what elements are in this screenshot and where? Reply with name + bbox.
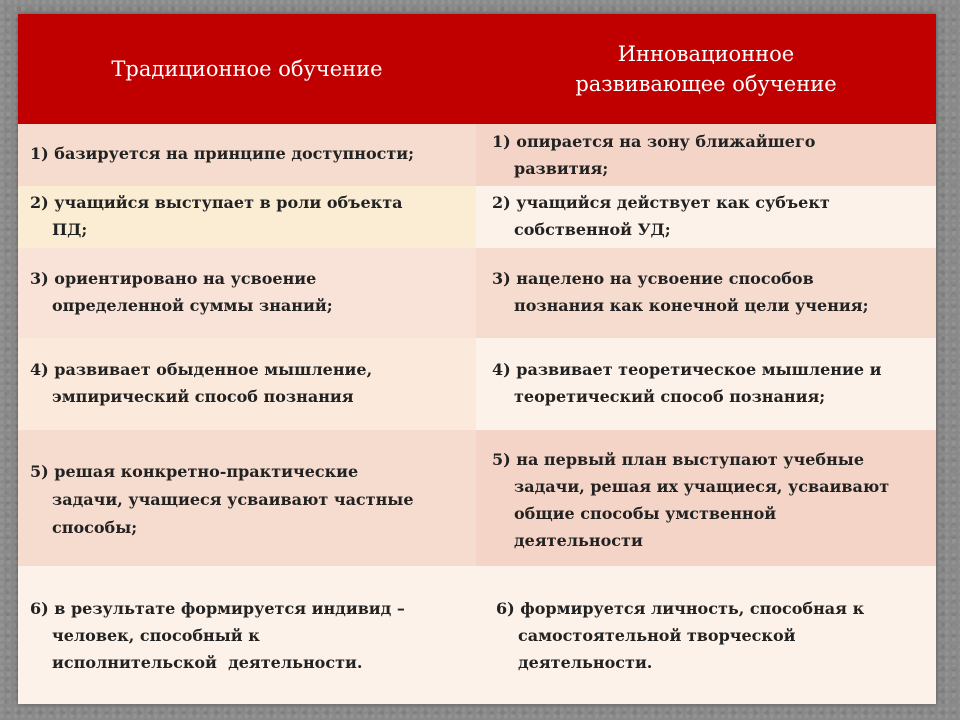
cell-text: 5) на первый план выступают учебные [492, 450, 864, 469]
table-row [18, 124, 936, 186]
cell-text: 3) нацелено на усвоение способов [492, 269, 814, 288]
table-row [18, 248, 936, 338]
cell-text: 6) формируется личность, способная к [496, 599, 865, 618]
cell-text: 4) развивает обыденное мышление, [30, 360, 373, 379]
cell-text: исполнительской деятельности. [52, 653, 363, 672]
cell-text: теоретический способ познания; [514, 387, 826, 406]
cell-traditional-2 [18, 186, 476, 248]
cell-traditional-1 [18, 124, 476, 186]
cell-text: 6) в результате формируется индивид – [30, 599, 405, 618]
cell-traditional-5 [18, 430, 476, 566]
cell-traditional-6 [18, 566, 476, 704]
cell-text: 3) ориентировано на усвоение [30, 269, 317, 288]
header-traditional-label: Традиционное обучение [111, 57, 383, 81]
cell-innovative-2 [476, 186, 936, 248]
cell-text: 1) опирается на зону ближайшего [492, 132, 816, 151]
cell-text: 4) развивает теоретическое мышление и [492, 360, 882, 379]
cell-innovative-1 [476, 124, 936, 186]
cell-traditional-3 [18, 248, 476, 338]
header-innovative-line1: Инновационное [617, 42, 795, 66]
cell-text: 1) базируется на принципе доступности; [30, 144, 415, 163]
cell-text: познания как конечной цели учения; [514, 296, 869, 315]
cell-text: собственной УД; [514, 220, 671, 239]
cell-text: самостоятельной творческой [518, 626, 796, 645]
cell-traditional-4 [18, 338, 476, 430]
table-row [18, 338, 936, 430]
cell-text: определенной суммы знаний; [52, 296, 333, 315]
header-innovative [476, 14, 936, 124]
cell-text: эмпирический способ познания [52, 387, 354, 406]
cell-text: деятельности [514, 531, 643, 550]
cell-text: 5) решая конкретно-практические [30, 462, 359, 481]
cell-text: задачи, решая их учащиеся, усваивают [514, 477, 890, 496]
header-innovative-line2: развивающее обучение [575, 72, 837, 96]
cell-text: ПД; [52, 220, 88, 239]
cell-text: задачи, учащиеся усваивают частные [52, 490, 414, 509]
cell-innovative-5 [476, 430, 936, 566]
cell-text: человек, способный к [52, 626, 260, 645]
table-header [18, 14, 936, 124]
table-row [18, 430, 936, 566]
cell-text: 2) учащийся действует как субъект [492, 193, 830, 212]
cell-innovative-3 [476, 248, 936, 338]
cell-text: общие способы умственной [514, 504, 777, 523]
comparison-table [18, 14, 936, 704]
cell-innovative-6 [476, 566, 936, 704]
cell-text: 2) учащийся выступает в роли объекта [30, 193, 403, 212]
table-row [18, 186, 936, 248]
cell-innovative-4 [476, 338, 936, 430]
header-traditional [18, 14, 476, 124]
cell-text: деятельности. [518, 653, 653, 672]
table-row [18, 566, 936, 704]
cell-text: способы; [52, 518, 138, 537]
cell-text: развития; [514, 159, 609, 178]
